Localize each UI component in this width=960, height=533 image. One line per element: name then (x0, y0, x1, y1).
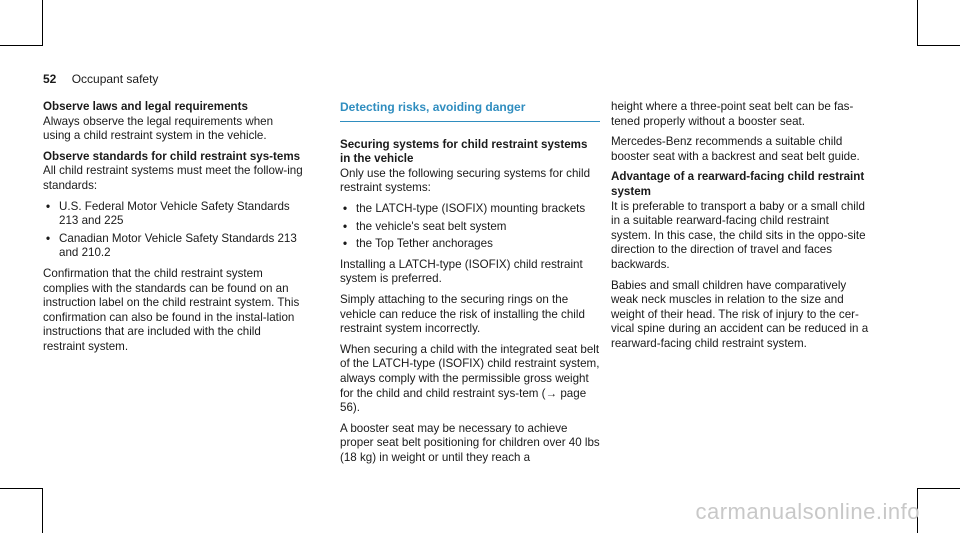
column-right (611, 100, 871, 358)
heading-securing: Securing systems for child restraint systems in the vehicle (340, 137, 588, 166)
paragraph: Always observe the legal requirements when using a child restraint system in the vehicle. (43, 114, 274, 143)
crop-mark (918, 45, 960, 46)
crop-mark (42, 0, 43, 46)
paragraph: Only use the following securing systems for child restraint systems: (340, 166, 591, 195)
securing-list (340, 202, 600, 252)
paragraph: Simply attaching to the securing rings on the vehicle can reduce the risk of installing the child restraint system incorrectly. (340, 292, 585, 336)
list-item: • the vehicle's seat belt system (340, 220, 600, 235)
section-name: Occupant safety (71, 72, 159, 86)
list-item: • the Top Tether anchorages (340, 237, 600, 252)
crop-mark (0, 488, 42, 489)
paragraph: Confirmation that the child restraint system complies with the standards can be found on an instruction label on the child restraint system. This confirmation can also be found in the instal-lation instructions that are included with the child restraint system. (43, 266, 300, 353)
heading-laws: Observe laws and legal requirements (43, 100, 248, 113)
paragraph: A booster seat may be necessary to achieve proper seat belt positioning for children over 40 lbs (18 kg) in weight or until they reach a (340, 421, 600, 464)
crop-mark (917, 0, 918, 46)
paragraph: Installing a LATCH-type (ISOFIX) child restraint system is preferred. (340, 257, 583, 286)
crop-mark (42, 488, 43, 533)
heading-standards: Observe standards for child restraint sys-tems (43, 149, 301, 163)
column-left (43, 100, 303, 361)
crop-mark (0, 45, 42, 46)
list-item: • the LATCH-type (ISOFIX) mounting brackets (340, 202, 600, 217)
paragraph: height where a three-point seat belt can be fas-tened properly without a booster seat. (611, 100, 854, 128)
paragraph: Babies and small children have comparatively weak neck muscles in relation to the size and weight of their head. The risk of injury to the cer-vical spine during an accident can be reduced in a rearward-facing child restraint system. (611, 278, 869, 350)
standards-list (43, 200, 303, 261)
page-number: 52 (43, 72, 57, 86)
watermark: carmanualsonline.info (695, 499, 920, 524)
paragraph: It is preferable to transport a baby or a small child in a suitable rearward-facing child restraint system. In this case, the child sits in the oppo-site direction to the direction of travel and faces backwards. (611, 199, 866, 271)
page-header (43, 72, 158, 86)
list-item: • U.S. Federal Motor Vehicle Safety Standards 213 and 225 (43, 200, 303, 229)
paragraph: All child restraint systems must meet the follow-ing standards: (43, 164, 303, 192)
paragraph: When securing a child with the integrated seat belt of the LATCH-type (ISOFIX) child restraint system, always comply with the permissible gross weight for the child and child restraint sys-tem (→ page 56). (340, 342, 600, 415)
list-item: • Canadian Motor Vehicle Safety Standards 213 and 210.2 (43, 232, 303, 261)
heading-rearward: Advantage of a rearward-facing child restraint system (611, 170, 865, 198)
paragraph: Mercedes-Benz recommends a suitable child booster seat with a backrest and seat belt guide. (611, 135, 860, 163)
crop-mark (918, 488, 960, 489)
column-middle (340, 100, 600, 471)
section-title: Detecting risks, avoiding danger (340, 100, 600, 122)
